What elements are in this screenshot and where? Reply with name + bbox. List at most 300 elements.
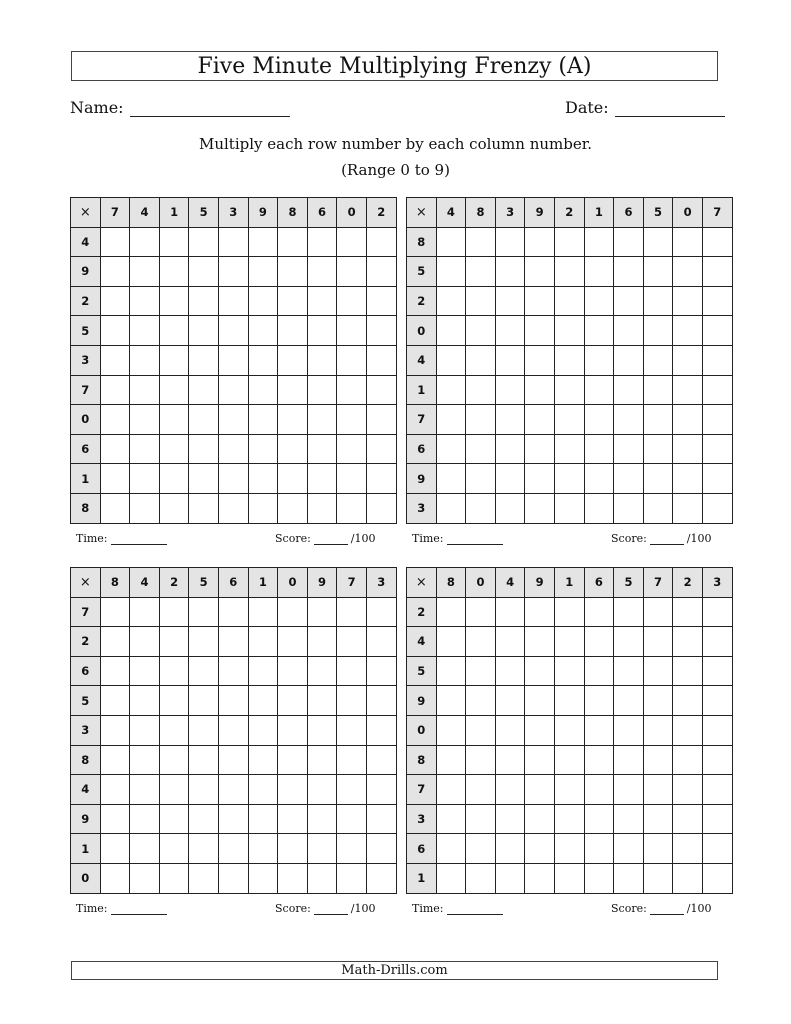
answer-cell[interactable] [466, 834, 496, 864]
answer-cell[interactable] [100, 434, 130, 464]
answer-cell[interactable] [278, 257, 308, 287]
answer-cell[interactable] [248, 286, 278, 316]
answer-cell[interactable] [100, 745, 130, 775]
answer-cell[interactable] [278, 745, 308, 775]
answer-cell[interactable] [248, 464, 278, 494]
answer-cell[interactable] [554, 464, 584, 494]
answer-cell[interactable] [366, 775, 396, 805]
answer-cell[interactable] [436, 597, 466, 627]
answer-cell[interactable] [614, 775, 644, 805]
answer-cell[interactable] [673, 745, 703, 775]
answer-cell[interactable] [278, 863, 308, 893]
answer-cell[interactable] [307, 375, 337, 405]
answer-cell[interactable] [278, 686, 308, 716]
answer-cell[interactable] [100, 863, 130, 893]
answer-cell[interactable] [248, 627, 278, 657]
answer-cell[interactable] [100, 775, 130, 805]
answer-cell[interactable] [643, 405, 673, 435]
answer-cell[interactable] [189, 686, 219, 716]
answer-cell[interactable] [159, 434, 189, 464]
answer-cell[interactable] [495, 345, 525, 375]
answer-cell[interactable] [673, 656, 703, 686]
answer-cell[interactable] [366, 227, 396, 257]
answer-cell[interactable] [159, 375, 189, 405]
answer-cell[interactable] [307, 405, 337, 435]
answer-cell[interactable] [525, 627, 555, 657]
answer-cell[interactable] [159, 597, 189, 627]
answer-cell[interactable] [130, 316, 160, 346]
answer-cell[interactable] [554, 863, 584, 893]
answer-cell[interactable] [673, 627, 703, 657]
answer-cell[interactable] [248, 863, 278, 893]
answer-cell[interactable] [643, 627, 673, 657]
answer-cell[interactable] [702, 227, 732, 257]
answer-cell[interactable] [307, 493, 337, 523]
answer-cell[interactable] [366, 405, 396, 435]
answer-cell[interactable] [584, 597, 614, 627]
answer-cell[interactable] [554, 316, 584, 346]
answer-cell[interactable] [366, 834, 396, 864]
answer-cell[interactable] [189, 227, 219, 257]
answer-cell[interactable] [673, 715, 703, 745]
answer-cell[interactable] [189, 316, 219, 346]
answer-cell[interactable] [525, 804, 555, 834]
answer-cell[interactable] [218, 405, 248, 435]
answer-cell[interactable] [189, 863, 219, 893]
answer-cell[interactable] [436, 286, 466, 316]
answer-cell[interactable] [643, 434, 673, 464]
answer-cell[interactable] [614, 627, 644, 657]
answer-cell[interactable] [278, 464, 308, 494]
answer-cell[interactable] [100, 715, 130, 745]
answer-cell[interactable] [584, 715, 614, 745]
answer-cell[interactable] [643, 464, 673, 494]
answer-cell[interactable] [525, 834, 555, 864]
answer-cell[interactable] [673, 257, 703, 287]
answer-cell[interactable] [673, 863, 703, 893]
answer-cell[interactable] [466, 775, 496, 805]
answer-cell[interactable] [337, 863, 367, 893]
answer-cell[interactable] [643, 745, 673, 775]
answer-cell[interactable] [307, 686, 337, 716]
answer-cell[interactable] [436, 434, 466, 464]
answer-cell[interactable] [466, 686, 496, 716]
answer-cell[interactable] [525, 745, 555, 775]
answer-cell[interactable] [614, 375, 644, 405]
answer-cell[interactable] [525, 286, 555, 316]
answer-cell[interactable] [100, 656, 130, 686]
answer-cell[interactable] [337, 257, 367, 287]
answer-cell[interactable] [614, 286, 644, 316]
answer-cell[interactable] [307, 715, 337, 745]
answer-cell[interactable] [584, 257, 614, 287]
answer-cell[interactable] [366, 493, 396, 523]
answer-cell[interactable] [366, 464, 396, 494]
answer-cell[interactable] [130, 464, 160, 494]
answer-cell[interactable] [584, 656, 614, 686]
answer-cell[interactable] [673, 775, 703, 805]
answer-cell[interactable] [584, 316, 614, 346]
answer-cell[interactable] [554, 775, 584, 805]
answer-cell[interactable] [337, 627, 367, 657]
answer-cell[interactable] [525, 597, 555, 627]
answer-cell[interactable] [466, 257, 496, 287]
answer-cell[interactable] [189, 257, 219, 287]
answer-cell[interactable] [525, 405, 555, 435]
answer-cell[interactable] [366, 597, 396, 627]
answer-cell[interactable] [278, 656, 308, 686]
answer-cell[interactable] [495, 656, 525, 686]
answer-cell[interactable] [584, 464, 614, 494]
answer-cell[interactable] [130, 493, 160, 523]
answer-cell[interactable] [337, 834, 367, 864]
answer-cell[interactable] [218, 434, 248, 464]
answer-cell[interactable] [554, 656, 584, 686]
answer-cell[interactable] [248, 834, 278, 864]
answer-cell[interactable] [673, 834, 703, 864]
answer-cell[interactable] [366, 345, 396, 375]
answer-cell[interactable] [466, 804, 496, 834]
answer-cell[interactable] [702, 345, 732, 375]
answer-cell[interactable] [554, 627, 584, 657]
answer-cell[interactable] [100, 464, 130, 494]
answer-cell[interactable] [702, 257, 732, 287]
answer-cell[interactable] [366, 627, 396, 657]
answer-cell[interactable] [702, 405, 732, 435]
answer-cell[interactable] [466, 656, 496, 686]
answer-cell[interactable] [495, 257, 525, 287]
answer-cell[interactable] [436, 804, 466, 834]
answer-cell[interactable] [643, 316, 673, 346]
answer-cell[interactable] [495, 464, 525, 494]
answer-cell[interactable] [100, 286, 130, 316]
answer-cell[interactable] [643, 227, 673, 257]
answer-cell[interactable] [614, 597, 644, 627]
answer-cell[interactable] [159, 227, 189, 257]
answer-cell[interactable] [218, 597, 248, 627]
answer-cell[interactable] [218, 834, 248, 864]
answer-cell[interactable] [130, 597, 160, 627]
answer-cell[interactable] [307, 656, 337, 686]
answer-cell[interactable] [436, 227, 466, 257]
answer-cell[interactable] [525, 375, 555, 405]
time-blank[interactable] [447, 903, 503, 915]
answer-cell[interactable] [614, 405, 644, 435]
answer-cell[interactable] [159, 464, 189, 494]
answer-cell[interactable] [189, 405, 219, 435]
answer-cell[interactable] [554, 804, 584, 834]
answer-cell[interactable] [643, 597, 673, 627]
answer-cell[interactable] [554, 834, 584, 864]
answer-cell[interactable] [337, 656, 367, 686]
answer-cell[interactable] [614, 434, 644, 464]
answer-cell[interactable] [614, 345, 644, 375]
answer-cell[interactable] [673, 434, 703, 464]
answer-cell[interactable] [337, 597, 367, 627]
answer-cell[interactable] [702, 597, 732, 627]
answer-cell[interactable] [130, 257, 160, 287]
answer-cell[interactable] [436, 656, 466, 686]
answer-cell[interactable] [643, 804, 673, 834]
score-blank[interactable] [650, 903, 684, 915]
answer-cell[interactable] [584, 286, 614, 316]
answer-cell[interactable] [307, 464, 337, 494]
answer-cell[interactable] [584, 627, 614, 657]
answer-cell[interactable] [366, 257, 396, 287]
answer-cell[interactable] [307, 345, 337, 375]
answer-cell[interactable] [218, 257, 248, 287]
answer-cell[interactable] [159, 804, 189, 834]
answer-cell[interactable] [100, 493, 130, 523]
answer-cell[interactable] [189, 375, 219, 405]
answer-cell[interactable] [525, 227, 555, 257]
answer-cell[interactable] [130, 775, 160, 805]
answer-cell[interactable] [189, 597, 219, 627]
answer-cell[interactable] [130, 745, 160, 775]
answer-cell[interactable] [436, 686, 466, 716]
answer-cell[interactable] [130, 627, 160, 657]
answer-cell[interactable] [584, 227, 614, 257]
answer-cell[interactable] [436, 715, 466, 745]
answer-cell[interactable] [495, 775, 525, 805]
answer-cell[interactable] [278, 375, 308, 405]
answer-cell[interactable] [643, 686, 673, 716]
answer-cell[interactable] [673, 227, 703, 257]
answer-cell[interactable] [554, 257, 584, 287]
answer-cell[interactable] [525, 863, 555, 893]
answer-cell[interactable] [248, 597, 278, 627]
answer-cell[interactable] [525, 656, 555, 686]
answer-cell[interactable] [307, 834, 337, 864]
answer-cell[interactable] [673, 345, 703, 375]
answer-cell[interactable] [614, 656, 644, 686]
answer-cell[interactable] [466, 316, 496, 346]
answer-cell[interactable] [366, 745, 396, 775]
answer-cell[interactable] [525, 345, 555, 375]
answer-cell[interactable] [337, 464, 367, 494]
answer-cell[interactable] [584, 863, 614, 893]
answer-cell[interactable] [189, 656, 219, 686]
answer-cell[interactable] [189, 345, 219, 375]
answer-cell[interactable] [466, 493, 496, 523]
answer-cell[interactable] [525, 464, 555, 494]
answer-cell[interactable] [307, 627, 337, 657]
answer-cell[interactable] [436, 345, 466, 375]
answer-cell[interactable] [702, 316, 732, 346]
answer-cell[interactable] [189, 715, 219, 745]
answer-cell[interactable] [554, 227, 584, 257]
answer-cell[interactable] [248, 434, 278, 464]
answer-cell[interactable] [248, 345, 278, 375]
answer-cell[interactable] [307, 316, 337, 346]
answer-cell[interactable] [702, 715, 732, 745]
answer-cell[interactable] [495, 316, 525, 346]
answer-cell[interactable] [584, 434, 614, 464]
answer-cell[interactable] [337, 804, 367, 834]
answer-cell[interactable] [554, 715, 584, 745]
answer-cell[interactable] [584, 375, 614, 405]
answer-cell[interactable] [466, 286, 496, 316]
answer-cell[interactable] [643, 493, 673, 523]
answer-cell[interactable] [100, 834, 130, 864]
answer-cell[interactable] [130, 863, 160, 893]
answer-cell[interactable] [189, 804, 219, 834]
answer-cell[interactable] [189, 627, 219, 657]
answer-cell[interactable] [614, 464, 644, 494]
answer-cell[interactable] [366, 656, 396, 686]
answer-cell[interactable] [584, 493, 614, 523]
answer-cell[interactable] [307, 257, 337, 287]
answer-cell[interactable] [189, 775, 219, 805]
answer-cell[interactable] [337, 775, 367, 805]
answer-cell[interactable] [702, 804, 732, 834]
answer-cell[interactable] [614, 745, 644, 775]
answer-cell[interactable] [495, 627, 525, 657]
answer-cell[interactable] [643, 257, 673, 287]
answer-cell[interactable] [189, 745, 219, 775]
answer-cell[interactable] [218, 656, 248, 686]
answer-cell[interactable] [278, 627, 308, 657]
answer-cell[interactable] [337, 745, 367, 775]
answer-cell[interactable] [278, 715, 308, 745]
answer-cell[interactable] [554, 493, 584, 523]
answer-cell[interactable] [614, 804, 644, 834]
time-blank[interactable] [111, 533, 167, 545]
answer-cell[interactable] [614, 316, 644, 346]
answer-cell[interactable] [366, 434, 396, 464]
answer-cell[interactable] [436, 316, 466, 346]
answer-cell[interactable] [100, 316, 130, 346]
answer-cell[interactable] [337, 316, 367, 346]
answer-cell[interactable] [189, 434, 219, 464]
answer-cell[interactable] [337, 227, 367, 257]
answer-cell[interactable] [702, 656, 732, 686]
answer-cell[interactable] [248, 656, 278, 686]
answer-cell[interactable] [466, 434, 496, 464]
answer-cell[interactable] [466, 627, 496, 657]
answer-cell[interactable] [495, 405, 525, 435]
answer-cell[interactable] [436, 375, 466, 405]
answer-cell[interactable] [189, 286, 219, 316]
answer-cell[interactable] [189, 834, 219, 864]
answer-cell[interactable] [130, 656, 160, 686]
answer-cell[interactable] [702, 286, 732, 316]
answer-cell[interactable] [614, 834, 644, 864]
answer-cell[interactable] [337, 286, 367, 316]
answer-cell[interactable] [100, 597, 130, 627]
answer-cell[interactable] [159, 405, 189, 435]
answer-cell[interactable] [100, 375, 130, 405]
answer-cell[interactable] [673, 686, 703, 716]
answer-cell[interactable] [673, 804, 703, 834]
answer-cell[interactable] [525, 434, 555, 464]
answer-cell[interactable] [495, 434, 525, 464]
answer-cell[interactable] [525, 715, 555, 745]
answer-cell[interactable] [307, 227, 337, 257]
answer-cell[interactable] [466, 464, 496, 494]
answer-cell[interactable] [643, 656, 673, 686]
answer-cell[interactable] [218, 627, 248, 657]
answer-cell[interactable] [159, 863, 189, 893]
answer-cell[interactable] [614, 863, 644, 893]
answer-cell[interactable] [337, 434, 367, 464]
answer-cell[interactable] [248, 405, 278, 435]
answer-cell[interactable] [337, 493, 367, 523]
answer-cell[interactable] [643, 375, 673, 405]
answer-cell[interactable] [673, 405, 703, 435]
answer-cell[interactable] [614, 257, 644, 287]
answer-cell[interactable] [130, 375, 160, 405]
answer-cell[interactable] [466, 345, 496, 375]
answer-cell[interactable] [702, 627, 732, 657]
answer-cell[interactable] [159, 257, 189, 287]
answer-cell[interactable] [525, 316, 555, 346]
answer-cell[interactable] [130, 804, 160, 834]
answer-cell[interactable] [159, 834, 189, 864]
answer-cell[interactable] [100, 257, 130, 287]
answer-cell[interactable] [584, 405, 614, 435]
answer-cell[interactable] [673, 464, 703, 494]
answer-cell[interactable] [278, 286, 308, 316]
answer-cell[interactable] [100, 804, 130, 834]
answer-cell[interactable] [554, 686, 584, 716]
answer-cell[interactable] [643, 863, 673, 893]
answer-cell[interactable] [495, 375, 525, 405]
answer-cell[interactable] [248, 775, 278, 805]
answer-cell[interactable] [702, 493, 732, 523]
answer-cell[interactable] [554, 745, 584, 775]
answer-cell[interactable] [159, 316, 189, 346]
answer-cell[interactable] [159, 686, 189, 716]
answer-cell[interactable] [218, 863, 248, 893]
answer-cell[interactable] [100, 345, 130, 375]
answer-cell[interactable] [130, 834, 160, 864]
answer-cell[interactable] [248, 715, 278, 745]
answer-cell[interactable] [702, 434, 732, 464]
answer-cell[interactable] [366, 316, 396, 346]
answer-cell[interactable] [337, 686, 367, 716]
answer-cell[interactable] [614, 227, 644, 257]
answer-cell[interactable] [436, 627, 466, 657]
answer-cell[interactable] [218, 775, 248, 805]
answer-cell[interactable] [248, 316, 278, 346]
answer-cell[interactable] [337, 715, 367, 745]
answer-cell[interactable] [278, 434, 308, 464]
answer-cell[interactable] [130, 686, 160, 716]
answer-cell[interactable] [525, 686, 555, 716]
answer-cell[interactable] [159, 715, 189, 745]
answer-cell[interactable] [495, 227, 525, 257]
answer-cell[interactable] [702, 775, 732, 805]
answer-cell[interactable] [278, 345, 308, 375]
answer-cell[interactable] [436, 863, 466, 893]
answer-cell[interactable] [218, 286, 248, 316]
answer-cell[interactable] [495, 686, 525, 716]
answer-cell[interactable] [189, 464, 219, 494]
answer-cell[interactable] [584, 834, 614, 864]
answer-cell[interactable] [466, 405, 496, 435]
answer-cell[interactable] [307, 434, 337, 464]
name-blank[interactable] [130, 96, 290, 117]
answer-cell[interactable] [218, 316, 248, 346]
answer-cell[interactable] [554, 597, 584, 627]
answer-cell[interactable] [366, 286, 396, 316]
answer-cell[interactable] [337, 375, 367, 405]
answer-cell[interactable] [436, 493, 466, 523]
answer-cell[interactable] [495, 286, 525, 316]
answer-cell[interactable] [643, 775, 673, 805]
answer-cell[interactable] [466, 597, 496, 627]
